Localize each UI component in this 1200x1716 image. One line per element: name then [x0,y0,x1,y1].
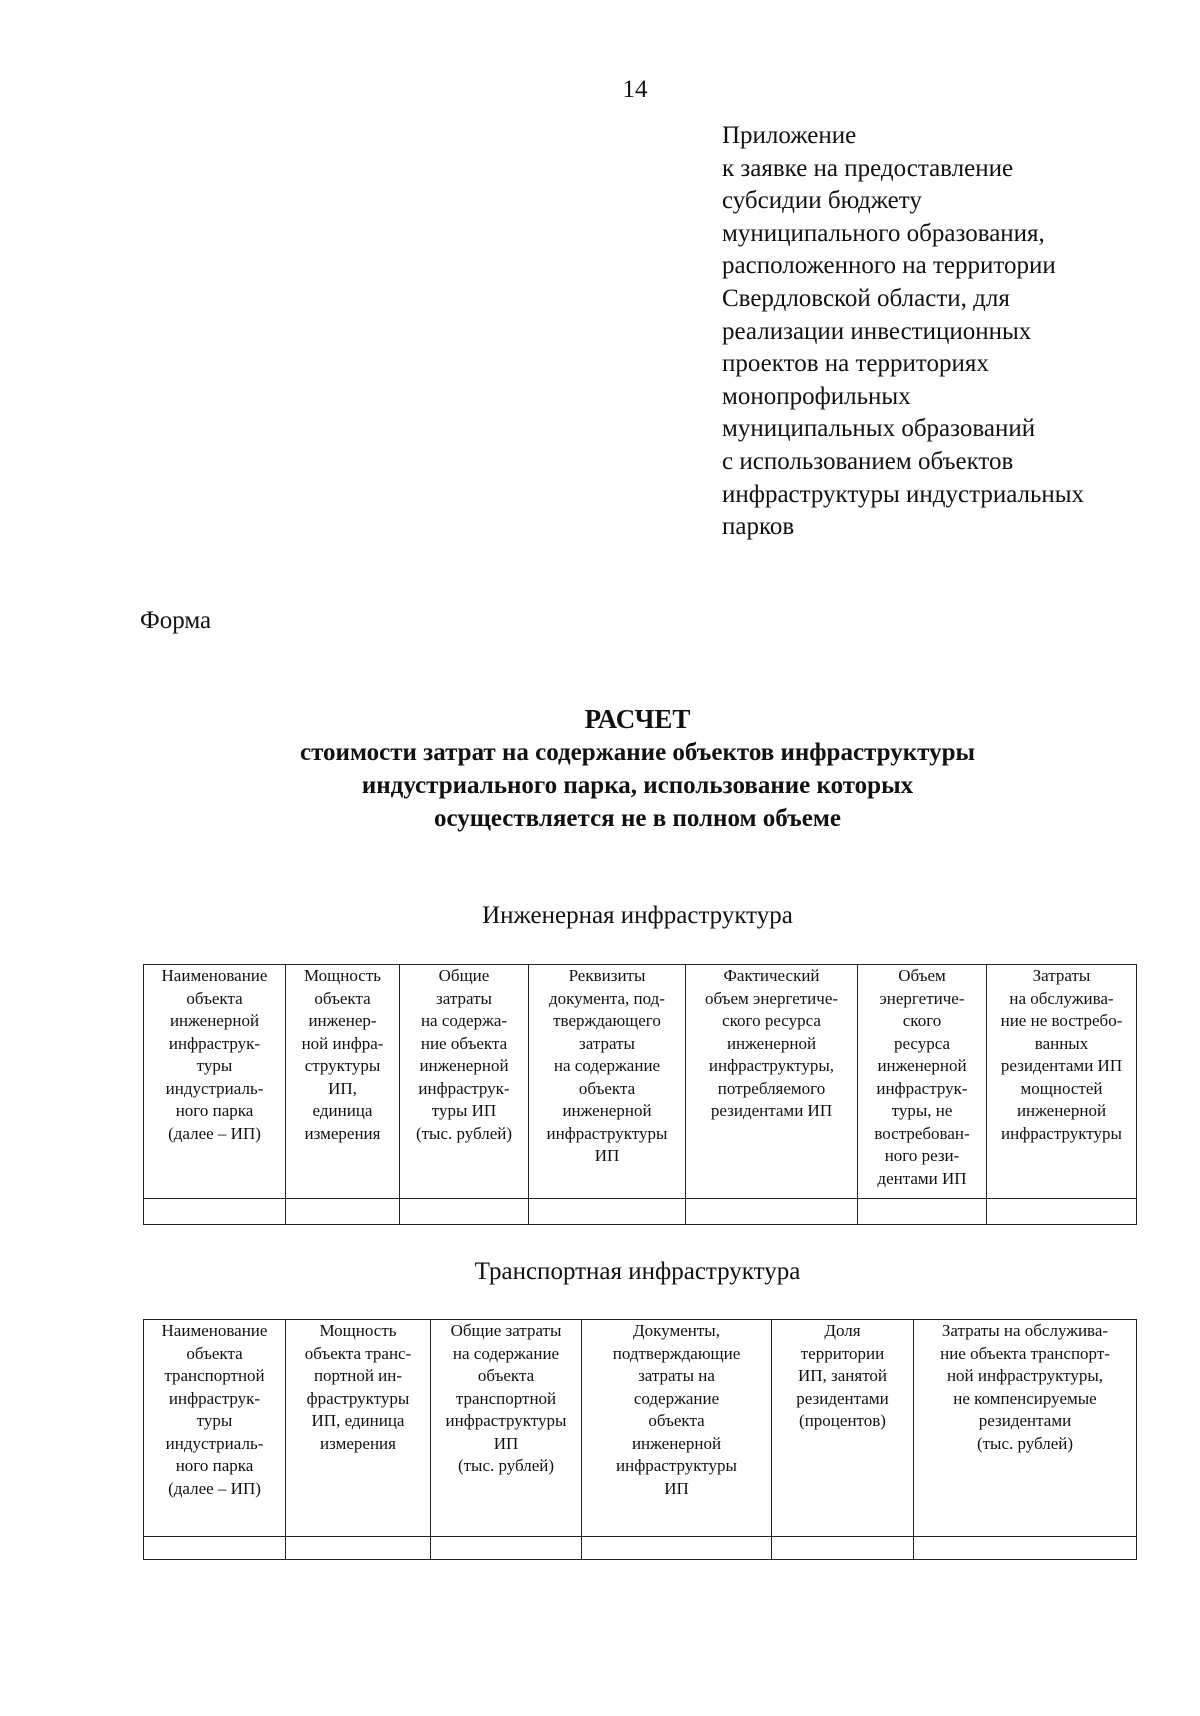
title-line: стоимости затрат на содержание объектов инфраструктуры [300,739,975,766]
column-header: Наименование объекта инженерной инфраструк- туры индустриаль- ного парка (далее – ИП) [144,965,286,1199]
column-header: Реквизиты документа, под- тверждающего затраты на содержание объекта инженерной инфраструктуры ИП [529,965,686,1199]
table-cell [286,1199,400,1225]
table-cell [144,1537,286,1560]
table-cell [987,1199,1137,1225]
appendix-note [722,120,1162,544]
engineering-table [143,964,1137,1225]
table-cell [286,1537,431,1560]
column-header: Затраты на обслужива- ние объекта транспорт- ной инфраструктуры, не компенсируемые резидентами (тыс. рублей) [914,1320,1137,1537]
appendix-line: Свердловской области, для [722,284,1010,312]
appendix-line: к заявке на предоставление [722,154,1014,182]
column-header: Наименование объекта транспортной инфраструк- туры индустриаль- ного парка (далее – ИП) [144,1320,286,1537]
column-header: Фактический объем энергетиче- ского ресурса инженерной инфраструктуры, потребляемого резидентами ИП [686,965,858,1199]
appendix-line: расположенного на территории [722,252,1056,280]
appendix-line: субсидии бюджету [722,187,922,215]
column-header: Общие затраты на содержа- ние объекта инженерной инфраструк- туры ИП (тыс. рублей) [400,965,529,1199]
appendix-line: монопрофильных [722,382,911,410]
appendix-line: с использованием объектов [722,447,1014,475]
table-header-row [144,965,1137,1199]
table-cell [858,1199,987,1225]
column-header: Затраты на обслужива- ние не востребо- ванных резидентами ИП мощностей инженерной инфраструктуры [987,965,1137,1199]
title-main: РАСЧЕТ [584,704,691,734]
form-label: Форма [140,607,212,634]
appendix-line: парков [722,513,795,541]
table-header-row [144,1320,1137,1537]
column-header: Объем энергетиче- ского ресурса инженерной инфраструк- туры, не востребован- ного рези- дентами ИП [858,965,987,1199]
table-cell [914,1537,1137,1560]
appendix-line: муниципальных образований [722,415,1036,443]
appendix-line: реализации инвестиционных [722,317,1032,345]
column-header: Мощность объекта транс- портной ин- фраструктуры ИП, единица измерения [286,1320,431,1537]
table-cell [582,1537,772,1560]
table-cell [144,1199,286,1225]
column-header: Общие затраты на содержание объекта транспортной инфраструктуры ИП (тыс. рублей) [431,1320,582,1537]
engineering-heading: Инженерная инфраструктура [482,902,793,929]
table-row [144,1199,1137,1225]
appendix-line: инфраструктуры индустриальных [722,480,1085,508]
column-header: Документы, подтверждающие затраты на содержание объекта инженерной инфраструктуры ИП [582,1320,772,1537]
title-line: индустриального парка, использование которых [361,772,914,799]
transport-table [143,1319,1137,1560]
table-row [144,1537,1137,1560]
appendix-line: муниципального образования, [722,219,1045,247]
document-title [60,702,1200,835]
appendix-line: проектов на территориях [722,350,989,378]
table-cell [400,1199,529,1225]
table-cell [686,1199,858,1225]
column-header: Доля территории ИП, занятой резидентами (процентов) [772,1320,914,1537]
column-header: Мощность объекта инженер- ной инфра- структуры ИП, единица измерения [286,965,400,1199]
table-cell [529,1199,686,1225]
title-line: осуществляется не в полном объеме [434,805,841,832]
transport-heading: Транспортная инфраструктура [474,1258,801,1285]
table-cell [431,1537,582,1560]
table-cell [772,1537,914,1560]
page-number: 14 [622,76,648,103]
appendix-line: Приложение [722,122,857,149]
